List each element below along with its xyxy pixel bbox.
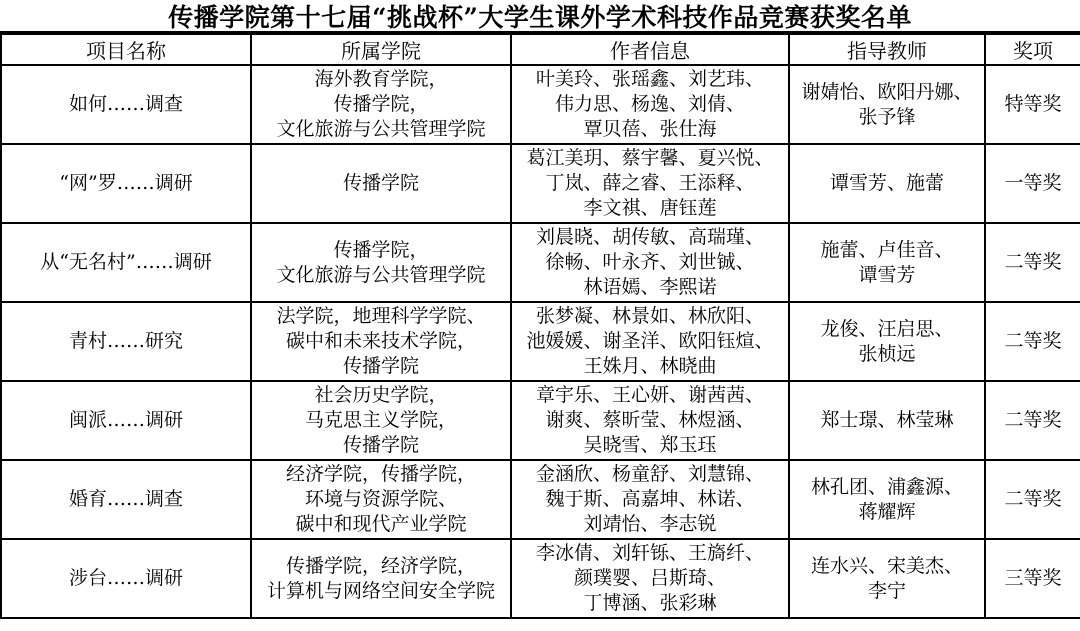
table-row: [1, 144, 1080, 223]
authors-line: 叶美玲、张瑶鑫、刘艺玮、: [535, 68, 764, 90]
authors-line: 张梦凝、林景如、林欣阳、: [535, 305, 764, 327]
authors-cell: [511, 65, 789, 144]
authors-line: 魏于斯、高嘉坤、林诺、: [545, 488, 755, 510]
college-line: 碳中和未来技术学院，: [285, 330, 476, 352]
project-name: 从“无名村”……调研: [1, 223, 251, 302]
authors-line: 金涵欣、杨童舒、刘慧锦、: [535, 463, 764, 485]
college-line: 环境与资源学院、: [304, 488, 457, 510]
header-award: 奖项: [985, 34, 1080, 65]
project-name: 婚育……调查: [1, 460, 251, 539]
advisors-line: 施蕾、卢佳音、: [820, 238, 954, 261]
header-row: [1, 34, 1080, 65]
award-level: 二等奖: [985, 460, 1080, 539]
advisors-line: 谢婧怡、欧阳丹娜、: [801, 80, 973, 103]
advisors-line: 龙俊、汪启思、: [820, 317, 954, 340]
authors-cell: [511, 381, 789, 460]
college-line: 海外教育学院，: [314, 68, 448, 90]
project-name: “网”罗……调研: [1, 144, 251, 223]
college-line: 计算机与网络空间安全学院: [266, 579, 495, 602]
college-cell: [251, 381, 511, 460]
authors-line: 刘晨晓、胡传敏、高瑞瑾、: [535, 226, 764, 248]
table-row: [1, 460, 1080, 539]
advisors-line: 张桢远: [858, 342, 916, 365]
table-row: [1, 381, 1080, 460]
authors-line: 丁岚、薛之睿、王添释、: [545, 172, 755, 194]
college-line: 传播学院，: [333, 238, 429, 261]
authors-cell: [511, 460, 789, 539]
college-cell: [251, 65, 511, 144]
award-level: 一等奖: [985, 144, 1080, 223]
college-line: 文化旅游与公共管理学院: [276, 263, 486, 286]
award-level: 二等奖: [985, 223, 1080, 302]
project-name: 涉台……调研: [1, 539, 251, 618]
document-title: 传播学院第十七届“挑战杯”大学生课外学术科技作品竞赛获奖名单: [0, 0, 1080, 33]
authors-line: 池媛媛、谢圣洋、欧阳钰煊、: [526, 330, 774, 352]
advisors-line: 张予锋: [858, 105, 916, 128]
authors-line: 葛江美玥、蔡宇馨、夏兴悦、: [526, 147, 774, 169]
college-line: 传播学院: [342, 434, 419, 456]
advisors-cell: [789, 144, 985, 223]
authors-line: 章宇乐、王心妍、谢茜茜、: [535, 384, 764, 406]
table-row: [1, 539, 1080, 618]
college-line: 经济学院，传播学院，: [285, 463, 476, 485]
advisors-cell: [789, 65, 985, 144]
authors-line: 李冰倩、刘轩铄、王旖纤、: [535, 542, 764, 564]
project-name: 青村……研究: [1, 302, 251, 381]
advisors-line: 林孔团、浦鑫源、: [810, 475, 963, 498]
table-row: [1, 65, 1080, 144]
advisors-line: 谭雪芳、施蕾: [829, 172, 944, 194]
advisors-line: 连水兴、宋美杰、: [810, 554, 963, 577]
college-cell: [251, 539, 511, 618]
college-line: 传播学院: [342, 355, 419, 377]
authors-cell: [511, 223, 789, 302]
college-cell: [251, 460, 511, 539]
authors-cell: [511, 302, 789, 381]
header-advisors: 指导教师: [789, 34, 985, 65]
award-level: 二等奖: [985, 381, 1080, 460]
advisors-line: 谭雪芳: [858, 263, 916, 286]
header-project: 项目名称: [1, 34, 251, 65]
advisors-line: 郑士璟、林莹琳: [820, 409, 954, 431]
advisors-cell: [789, 539, 985, 618]
authors-line: 吴晓雪、郑玉珏: [583, 434, 717, 456]
award-table: [0, 33, 1080, 619]
college-line: 法学院，地理科学学院、: [276, 305, 486, 327]
table-row: [1, 223, 1080, 302]
table-row: [1, 302, 1080, 381]
award-level: 三等奖: [985, 539, 1080, 618]
college-line: 传播学院，经济学院，: [285, 554, 476, 577]
advisors-cell: [789, 460, 985, 539]
college-line: 马克思主义学院，: [304, 409, 457, 431]
college-cell: [251, 223, 511, 302]
authors-line: 丁博涵、张彩琳: [583, 592, 717, 614]
authors-line: 伟力思、杨逸、刘倩、: [554, 93, 745, 115]
college-line: 传播学院: [342, 172, 419, 194]
advisors-cell: [789, 302, 985, 381]
authors-line: 刘靖怡、李志锐: [583, 513, 717, 535]
advisors-cell: [789, 223, 985, 302]
college-line: 碳中和现代产业学院: [295, 513, 467, 535]
college-line: 文化旅游与公共管理学院: [276, 118, 486, 140]
authors-cell: [511, 144, 789, 223]
project-name: 如何……调查: [1, 65, 251, 144]
authors-line: 颜璞婴、吕斯琦、: [573, 567, 726, 589]
college-line: 传播学院，: [333, 93, 429, 115]
project-name: 闽派……调研: [1, 381, 251, 460]
header-college: 所属学院: [251, 34, 511, 65]
authors-line: 王姝月、林晓曲: [583, 355, 717, 377]
authors-line: 覃贝蓓、张仕海: [583, 118, 717, 140]
college-cell: [251, 302, 511, 381]
advisors-cell: [789, 381, 985, 460]
authors-line: 李文祺、唐钰莲: [583, 197, 717, 219]
authors-cell: [511, 539, 789, 618]
header-authors: 作者信息: [511, 34, 789, 65]
college-line: 社会历史学院，: [314, 384, 448, 406]
advisors-line: 蒋耀辉: [858, 500, 916, 523]
award-level: 特等奖: [985, 65, 1080, 144]
authors-line: 谢爽、蔡昕莹、林煜涵、: [545, 409, 755, 431]
advisors-line: 李宁: [867, 579, 906, 602]
authors-line: 林语嫣、李熙诺: [583, 276, 717, 298]
authors-line: 徐畅、叶永齐、刘世铖、: [545, 251, 755, 273]
college-cell: [251, 144, 511, 223]
award-level: 二等奖: [985, 302, 1080, 381]
